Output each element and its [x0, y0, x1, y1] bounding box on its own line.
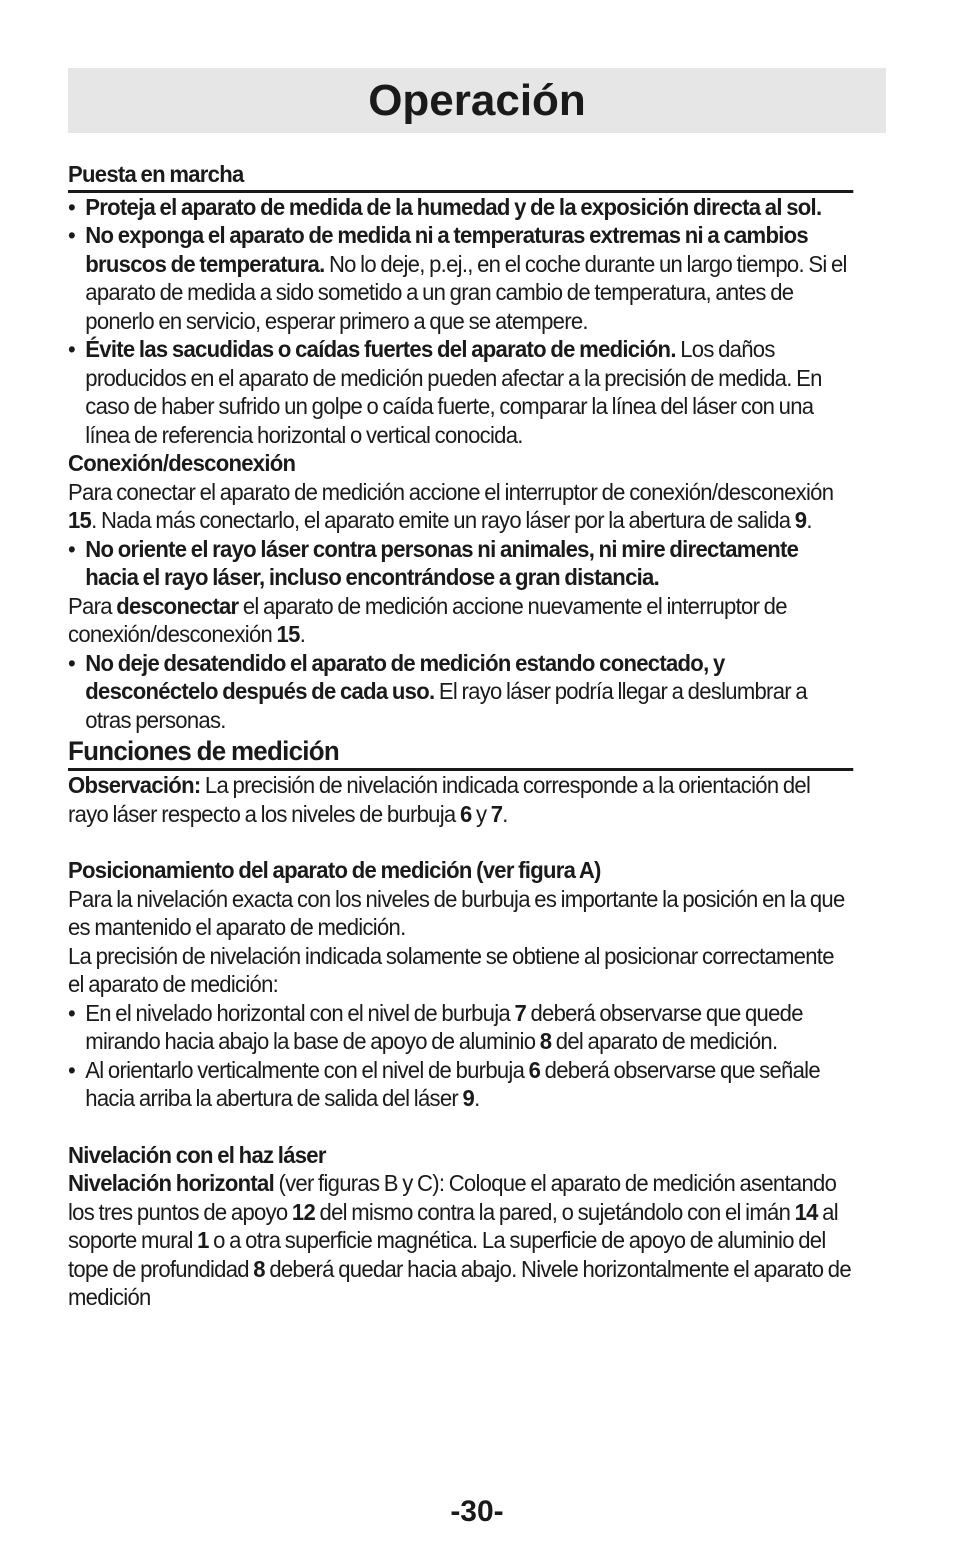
bullet-dot: •: [68, 336, 76, 362]
text: deberá observarse que quede mirando hacia abajo la base de apoyo de aluminio: [85, 999, 803, 1054]
text: .: [502, 800, 508, 827]
paragraph-conectar: [68, 478, 853, 535]
text: En el nivelado horizontal con el nivel de burbuja: [85, 999, 515, 1026]
paragraph-desconectar: [68, 592, 853, 649]
page-number: -30-: [450, 1495, 504, 1528]
bullet-dot: •: [68, 999, 76, 1026]
bullet-dot: •: [68, 535, 76, 562]
bullet-dot: •: [68, 649, 76, 676]
bullet-temperaturas: [68, 221, 853, 335]
text: o a otra superficie magnética. La superficie de apoyo de aluminio del tope de profundidad: [68, 1227, 826, 1282]
ref-number: 15: [68, 507, 92, 533]
bullet-text: No lo deje, p.ej., en el coche durante un largo tiempo. Si el aparato de medida a sido sometido a un gran cambio de temperatura, antes de ponerlo en servicio, esperar primero a que se atempere.: [85, 250, 847, 334]
paragraph-observacion: [68, 771, 853, 828]
bullet-bold-text: Évite las sacudidas o caídas fuertes del aparato de medición.: [85, 336, 676, 362]
bullet-no-oriente: [68, 535, 853, 592]
ref-number: 14: [794, 1198, 818, 1225]
text: .: [299, 621, 306, 647]
text: el aparato de medición accione nuevamente el interruptor de conexión/desconexión: [68, 592, 787, 647]
ref-number: 6: [459, 800, 472, 827]
text: deberá observarse que señale hacia arriba la abertura de salida del láser: [85, 1056, 820, 1111]
text: del mismo contra la pared, o sujetándolo con el imán: [315, 1198, 795, 1225]
page-content: [68, 160, 853, 1312]
text: (ver figuras B y C): Coloque el aparato de medición asentando los tres puntos de apoyo: [68, 1170, 837, 1225]
bullet-no-deje: [68, 649, 853, 735]
bold-text: Nivelación horizontal: [68, 1170, 274, 1196]
paragraph-nivelacion-horizontal: [68, 1169, 853, 1312]
bold-text: desconectar: [116, 592, 239, 619]
bullet-text: El rayo láser podría llegar a deslumbrar a otras personas.: [85, 678, 807, 733]
text: .: [474, 1085, 480, 1111]
heading-funciones-de-medicion: Funciones de medición: [68, 734, 853, 771]
ref-number: 9: [794, 507, 807, 533]
text: . Nada más conectarlo, el aparato emite un rayo láser por la abertura de salida: [91, 507, 795, 533]
heading-posicionamiento: Posicionamiento del aparato de medición (ver figura A): [68, 857, 601, 883]
bullet-dot: •: [68, 222, 76, 248]
bullet-bold-text: No exponga el aparato de medida ni a temperaturas extremas ni a cambios bruscos de temperatura.: [85, 222, 808, 277]
bullet-dot: •: [68, 193, 76, 220]
ref-number: 8: [539, 1028, 552, 1054]
page-title: Operación: [68, 68, 886, 133]
heading-nivelacion-laser: Nivelación con el haz láser: [68, 1141, 326, 1168]
bullet-text: Proteja el aparato de medida de la humedad y de la exposición directa al sol.: [85, 193, 822, 220]
ref-number: 6: [528, 1056, 541, 1083]
ref-number: 15: [276, 621, 300, 647]
text: Para conectar el aparato de medición accione el interruptor de conexión/desconexión: [68, 478, 834, 505]
bullet-orientar-vertical: [68, 1056, 853, 1113]
bullet-humedad: [68, 193, 853, 222]
bullet-nivelado-horizontal: [68, 999, 853, 1056]
paragraph-posicion-2: La precisión de nivelación indicada solamente se obtiene al posicionar correctamente el aparato de medición:: [68, 942, 834, 997]
text: y: [471, 800, 491, 827]
ref-number: 12: [291, 1198, 316, 1225]
heading-conexion: Conexión/desconexión: [68, 450, 296, 476]
text: del aparato de medición.: [551, 1028, 778, 1054]
bullet-text: Los daños producidos en el aparato de medición pueden afectar a la precisión de medida. En caso de haber sufrido un golpe o caída fuerte, comparar la línea del láser con una línea de referencia horizontal o vertical conocida.: [85, 336, 822, 448]
text: deberá quedar hacia abajo. Nivele horizontalmente el aparato de medición: [68, 1255, 851, 1310]
ref-number: 9: [462, 1085, 475, 1111]
ref-number: 7: [514, 999, 527, 1026]
heading-puesta-en-marcha: Puesta en marcha: [68, 160, 853, 193]
ref-number: 7: [490, 800, 503, 827]
text: al soporte mural: [68, 1198, 838, 1253]
ref-number: 8: [253, 1255, 265, 1282]
ref-number: 1: [197, 1227, 209, 1253]
text: La precisión de nivelación indicada corresponde a la orientación del rayo láser respecto a los niveles de burbuja: [68, 772, 811, 827]
text: .: [806, 507, 812, 533]
bullet-text: No oriente el rayo láser contra personas ni animales, ni mire directamente hacia el rayo láser, incluso encontrándose a gran distancia.: [85, 535, 799, 590]
text: Para: [68, 592, 117, 619]
bullet-dot: •: [68, 1056, 76, 1083]
bullet-bold-text: No deje desatendido el aparato de medición estando conectado, y desconéctelo después de cada uso.: [85, 649, 725, 704]
bold-text: Observación:: [68, 772, 201, 798]
bullet-sacudidas: [68, 335, 853, 449]
text: Al orientarlo verticalmente con el nivel de burbuja: [85, 1056, 529, 1083]
paragraph-posicion-1: Para la nivelación exacta con los niveles de burbuja es importante la posición en la que es mantenido el aparato de medición.: [68, 885, 845, 940]
